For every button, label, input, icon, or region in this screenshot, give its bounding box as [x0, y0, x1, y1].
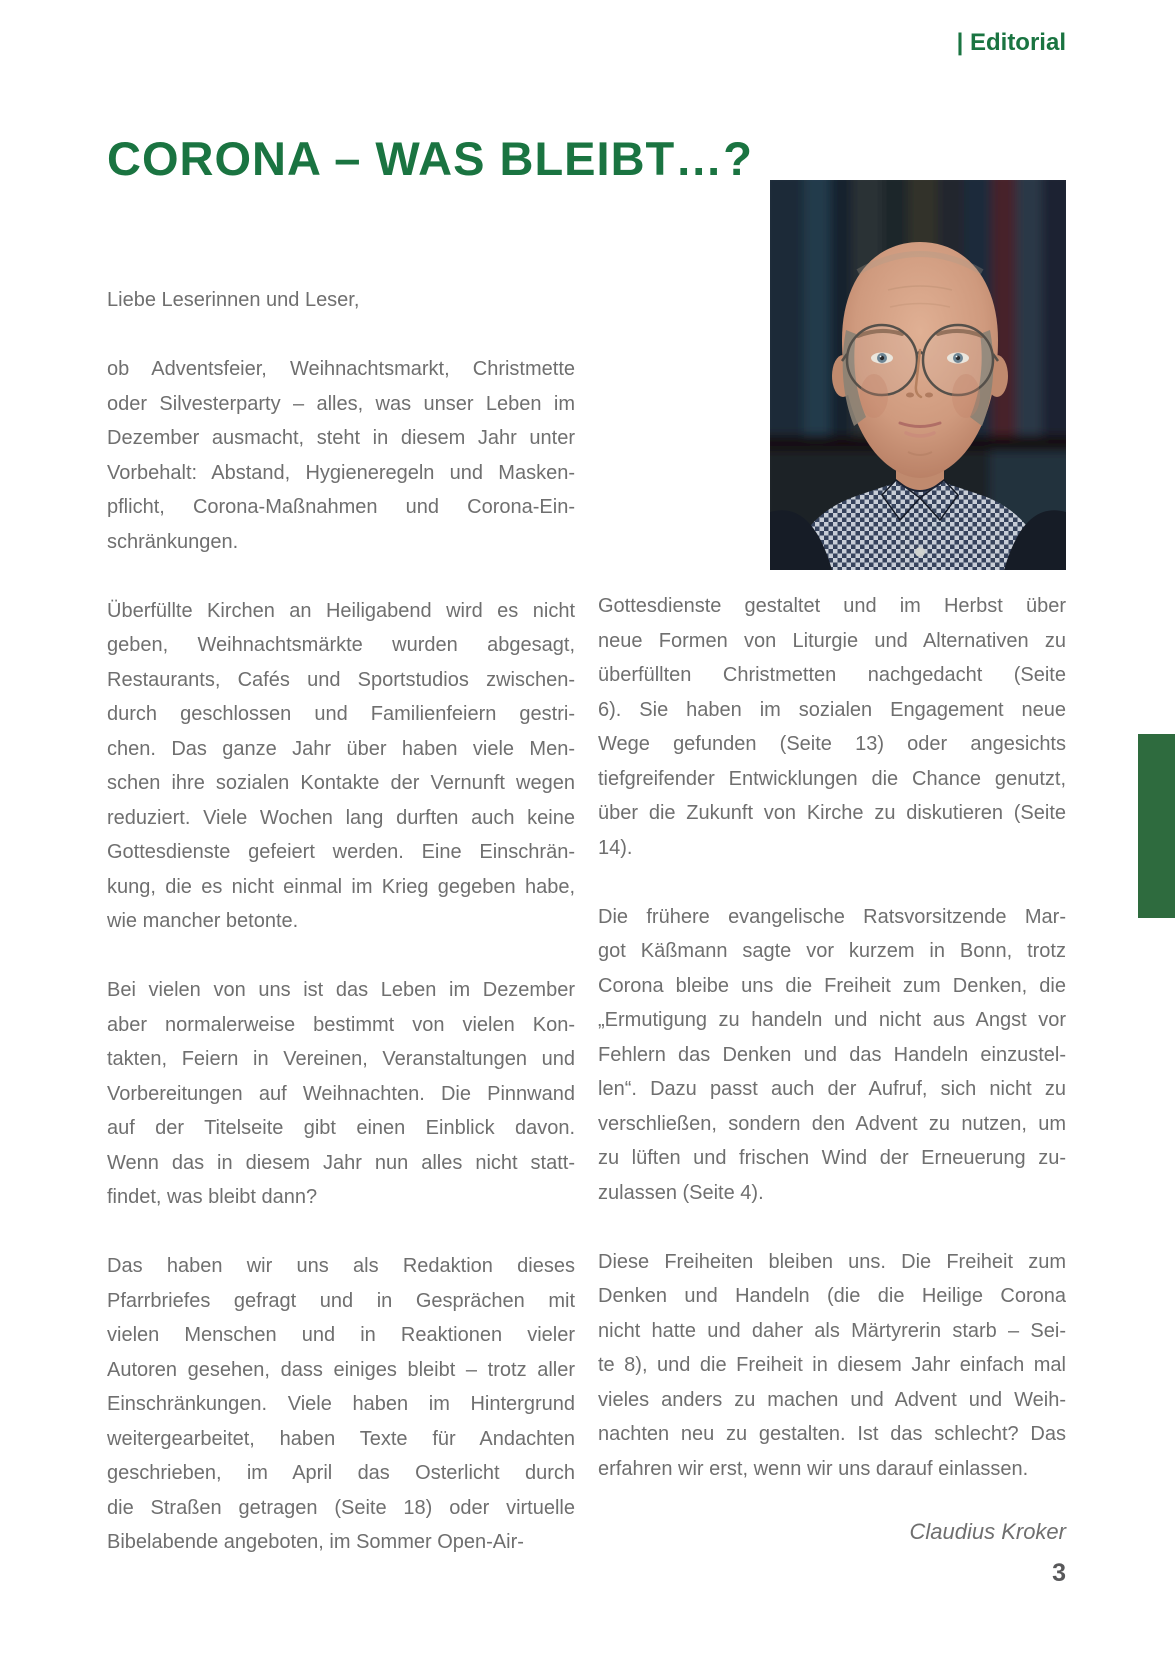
- text-line: zulassen (Seite 4).: [598, 1181, 764, 1204]
- text-line: auf der Titelseite gibt einen Einblick davon.: [107, 1117, 575, 1139]
- text-line: überfüllten Christmetten nachgedacht (Seite: [598, 664, 1066, 686]
- text-line: te 8), und die Freiheit in diesem Jahr einfach mal: [598, 1354, 1066, 1376]
- portrait-photo-illustration: [770, 180, 1066, 570]
- text-line: Bei vielen von uns ist das Leben im Dezember: [107, 979, 575, 1001]
- text-line: die Straßen getragen (Seite 18) oder virtuelle: [107, 1496, 575, 1519]
- text-line: erfahren wir erst, wenn wir uns darauf einlassen.: [598, 1457, 1029, 1480]
- text-line: Restaurants, Cafés und Sportstudios zwischen-: [107, 668, 575, 691]
- text-line: takten, Feiern in Vereinen, Veranstaltungen und: [107, 1048, 575, 1070]
- text-line: pflicht, Corona-Maßnahmen und Corona-Ein-: [107, 496, 575, 518]
- paragraph: [107, 283, 575, 318]
- text-line: reduziert. Viele Wochen lang durften auch keine: [107, 806, 575, 829]
- text-line: Gottesdienste gestaltet und im Herbst über: [598, 595, 1066, 617]
- text-line: 6). Sie haben im sozialen Engagement neue: [598, 698, 1066, 721]
- text-line: zu lüften und frischen Wind der Erneuerung zu-: [598, 1147, 1066, 1169]
- text-line: weitergearbeitet, haben Texte für Andachten: [107, 1427, 575, 1450]
- paragraph: [107, 594, 575, 939]
- text-line: Bibelabende angeboten, im Sommer Open-Air-: [107, 1531, 524, 1553]
- text-line: vielen Menschen und in Reaktionen vieler: [107, 1324, 575, 1346]
- text-line: geben, Weihnachtsmärkte wurden abgesagt,: [107, 634, 575, 656]
- sidebar-accent-bar: [1138, 734, 1175, 918]
- text-line: findet, was bleibt dann?: [107, 1186, 318, 1208]
- section-label: | Editorial: [956, 29, 1066, 56]
- text-line: durch geschlossen und Familienfeiern gestri-: [107, 703, 575, 725]
- text-line: nicht hatte und daher als Märtyrerin starb – Sei-: [598, 1319, 1066, 1342]
- text-line: Autoren gesehen, dass einiges bleibt – trotz aller: [107, 1358, 575, 1381]
- text-line: Denken und Handeln (die die Heilige Corona: [598, 1285, 1066, 1307]
- text-line: len“. Dazu passt auch der Aufruf, sich nicht zu: [598, 1078, 1066, 1100]
- page-number: 3: [1052, 1559, 1066, 1587]
- text-line: nachten neu zu gestalten. Ist das schlecht? Das: [598, 1423, 1066, 1445]
- shirt-button: [915, 547, 925, 557]
- text-line: Wege gefunden (Seite 13) oder angesichts: [598, 733, 1066, 755]
- text-line: schen ihre sozialen Kontakte der Vernunft wegen: [107, 772, 575, 794]
- text-line: neue Formen von Liturgie und Alternativen zu: [598, 629, 1066, 652]
- text-line: „Ermutigung zu handeln und nicht aus Angst vor: [598, 1009, 1066, 1031]
- text-line: Einschränkungen. Viele haben im Hintergrund: [107, 1393, 575, 1415]
- text-line: schränkungen.: [107, 530, 239, 553]
- text-line: kung, die es nicht einmal im Krieg gegeben habe,: [107, 875, 575, 898]
- text-line: Fehlern das Denken und das Handeln einzustel-: [598, 1043, 1066, 1066]
- text-line: oder Silvesterparty – alles, was unser Leben im: [107, 392, 575, 415]
- text-column-left: [107, 283, 575, 1560]
- portrait-photo: [770, 180, 1066, 570]
- text-line: Corona bleibe uns die Freiheit zum Denken, die: [598, 974, 1066, 997]
- text-line: Pfarrbriefes gefragt und in Gesprächen mit: [107, 1289, 575, 1312]
- text-line: 14).: [598, 836, 633, 859]
- paragraph: [598, 900, 1066, 1211]
- text-line: Wenn das in diesem Jahr nun alles nicht statt-: [107, 1151, 575, 1174]
- paragraph: [598, 589, 1066, 865]
- text-line: chen. Das ganze Jahr über haben viele Men-: [107, 737, 575, 760]
- text-line: über die Zukunft von Kirche zu diskutieren (Seite: [598, 802, 1066, 824]
- text-line: Überfüllte Kirchen an Heiligabend wird es nicht: [107, 599, 575, 622]
- text-line: Die frühere evangelische Ratsvorsitzende Mar-: [598, 905, 1066, 928]
- text-line: Vorbereitungen auf Weihnachten. Die Pinnwand: [107, 1082, 575, 1105]
- paragraph: [107, 352, 575, 559]
- text-line: got Käßmann sagte vor kurzem in Bonn, trotz: [598, 940, 1066, 962]
- paragraph: [598, 1245, 1066, 1487]
- text-column-right: [598, 589, 1066, 1486]
- text-line: Diese Freiheiten bleiben uns. Die Freiheit zum: [598, 1250, 1066, 1273]
- text-line: aber normalerweise bestimmt von vielen Kon-: [107, 1013, 575, 1036]
- text-line: ob Adventsfeier, Weihnachtsmarkt, Christmette: [107, 358, 575, 380]
- text-line: vieles anders zu machen und Advent und Weih-: [598, 1388, 1066, 1411]
- paragraph: [107, 1249, 575, 1560]
- text-line: Vorbehalt: Abstand, Hygieneregeln und Masken-: [107, 461, 575, 484]
- paragraph: [107, 973, 575, 1215]
- text-line: Dezember ausmacht, steht in diesem Jahr unter: [107, 427, 575, 449]
- page-title: CORONA – WAS BLEIBT…?: [107, 132, 753, 185]
- author-signature: Claudius Kroker: [909, 1519, 1066, 1544]
- text-line: Gottesdienste gefeiert werden. Eine Einschrän-: [107, 841, 575, 863]
- text-line: Liebe Leserinnen und Leser,: [107, 289, 360, 311]
- text-line: wie mancher betonte.: [107, 910, 299, 932]
- text-line: tiefgreifender Entwicklungen die Chance genutzt,: [598, 767, 1066, 790]
- text-line: geschrieben, im April das Osterlicht durch: [107, 1462, 575, 1484]
- text-line: Das haben wir uns als Redaktion dieses: [107, 1255, 575, 1277]
- text-line: verschließen, sondern den Advent zu nutzen, um: [598, 1112, 1066, 1135]
